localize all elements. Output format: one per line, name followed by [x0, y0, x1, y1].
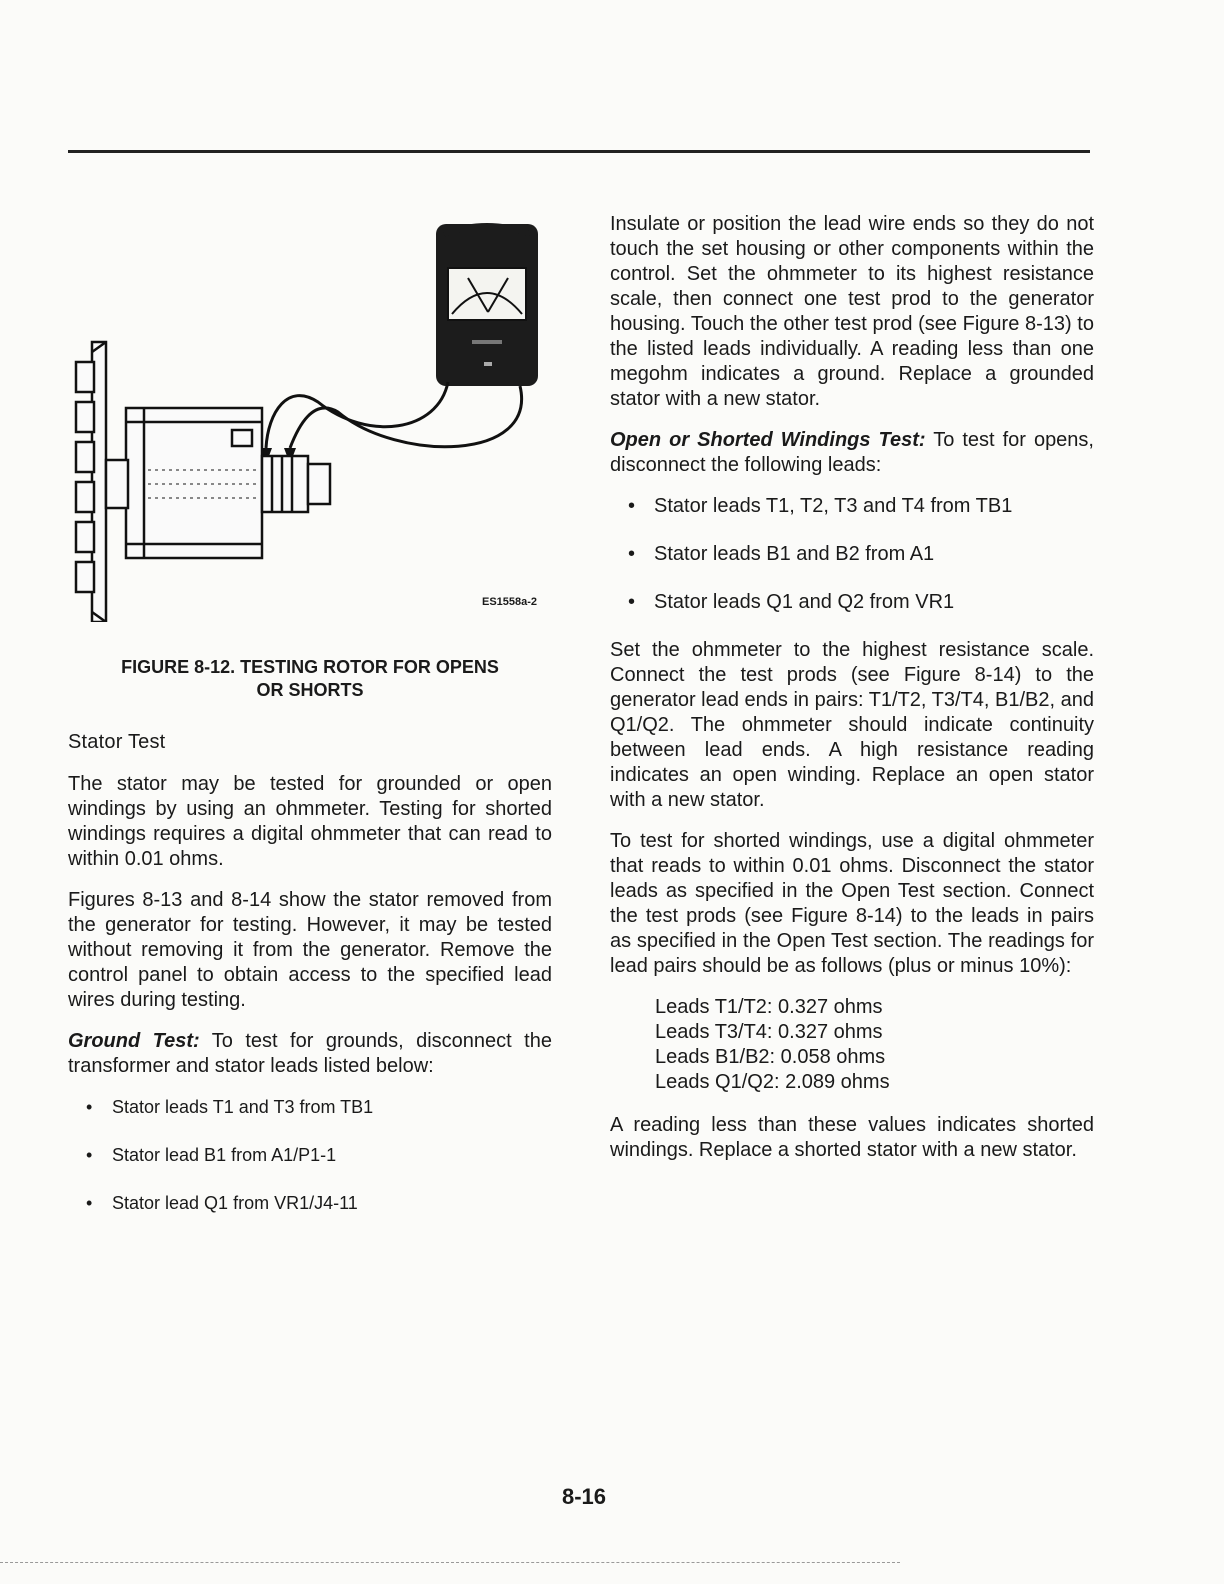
paragraph-open-shorted-test — [610, 428, 1094, 478]
list-item: • Stator leads T1 and T3 from TB1 — [68, 1095, 552, 1120]
list-item: • Stator lead B1 from A1/P1-1 — [68, 1143, 552, 1168]
left-column — [68, 730, 552, 1239]
header-rule — [68, 150, 1090, 153]
footer-rule — [0, 1562, 900, 1563]
rotor-end-plate-icon — [76, 342, 106, 622]
list-item: • Stator lead Q1 from VR1/J4-11 — [68, 1191, 552, 1216]
ohmmeter-icon — [436, 224, 538, 386]
run-in-ground-test: Ground Test: — [68, 1030, 200, 1052]
section-heading-stator-test: Stator Test — [68, 731, 166, 753]
ground-test-list — [68, 1095, 552, 1216]
paragraph-shorted-windings: To test for shorted windings, use a digital ohmmeter that reads to within 0.01 ohms. Disconnect the stator leads as specified in the Open Test section. Connect the test prods (see Figure 8-14) to the leads in pairs as specified in the Open Test section. The readings for lead pairs should be as follows (plus or minus 10%): — [610, 830, 1094, 977]
paragraph-ground-test — [68, 1029, 552, 1079]
page-number: 8-16 — [561, 1484, 607, 1509]
reading-row: Leads T1/T2: 0.327 ohms — [655, 996, 883, 1018]
list-item: • Stator leads B1 and B2 from A1 — [610, 542, 1094, 567]
resistance-readings — [655, 995, 1094, 1095]
reading-row: Leads Q1/Q2: 2.089 ohms — [655, 1071, 890, 1093]
caption-line-1: FIGURE 8-12. TESTING ROTOR FOR OPENS — [121, 657, 499, 677]
paragraph-stator-removal: Figures 8-13 and 8-14 show the stator removed from the generator for testing. However, it may be tested without removing it from the generator. Remove the control panel to obtain access to the specified lead wires during testing. — [68, 889, 552, 1011]
figure-rotor-test-illustration — [68, 212, 552, 622]
list-item: • Stator leads T1, T2, T3 and T4 from TB1 — [610, 494, 1094, 519]
paragraph-continuity: Set the ohmmeter to the highest resistance scale. Connect the test prods (see Figure 8-14) to the generator lead ends in pairs: T1/T2, T3/T4, B1/B2, and Q1/Q2. The ohmmeter should indicate continuity between lead ends. A high resistance reading indicates an open winding. Replace an open stator with a new stator. — [610, 639, 1094, 811]
ground-test-text: To test for grounds, disconnect the transformer and stator leads listed below: — [68, 1030, 552, 1077]
caption-line-2: OR SHORTS — [256, 680, 364, 700]
list-item: • Stator leads Q1 and Q2 from VR1 — [610, 590, 1094, 615]
figure-caption — [68, 656, 552, 702]
reading-row: Leads B1/B2: 0.058 ohms — [655, 1046, 886, 1068]
figure-id-label: ES1558a-2 — [482, 596, 538, 608]
reading-row: Leads T3/T4: 0.327 ohms — [655, 1021, 883, 1043]
right-column — [610, 212, 1094, 1179]
paragraph-stator-intro: The stator may be tested for grounded or open windings by using an ohmmeter. Testing for shorted windings requires a digital ohmmeter that can read to within 0.01 ohms. — [68, 773, 552, 870]
run-in-open-shorted-test: Open or Shorted Windings Test: — [610, 429, 926, 451]
paragraph-shorted-result: A reading less than these values indicates shorted windings. Replace a shorted stator with a new stator. — [610, 1114, 1094, 1161]
open-test-text: To test for opens, disconnect the following leads: — [610, 429, 1094, 476]
open-test-list — [610, 494, 1094, 615]
paragraph-insulate-leads: Insulate or position the lead wire ends so they do not touch the set housing or other components within the control. Set the ohmmeter to its highest resistance scale, then connect one test prod to the generator housing. Touch the other test prod (see Figure 8-13) to the listed leads individually. A reading less than one megohm indicates a ground. Replace a grounded stator with a new stator. — [610, 213, 1094, 410]
rotor-ohmmeter-drawing — [68, 212, 552, 622]
